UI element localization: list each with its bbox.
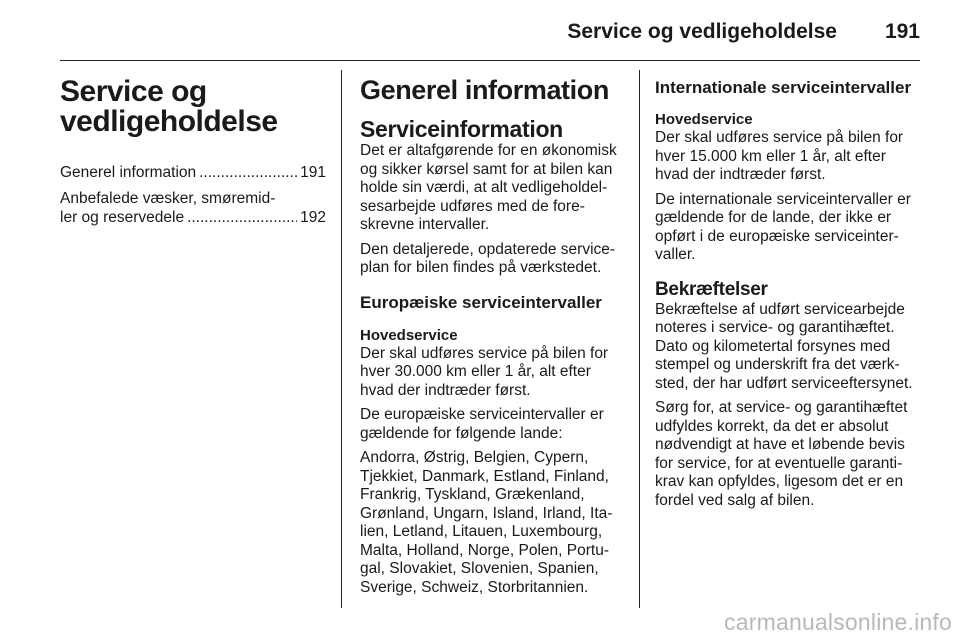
text-line: Sørg for, at service- og garantihæftet: [655, 399, 908, 416]
text-line: hvad der indtræder først.: [655, 166, 826, 183]
subheading-internationale-serviceintervaller: Internationale serviceintervaller: [655, 78, 912, 97]
paragraph: [655, 301, 925, 394]
text-line: Malta, Holland, Norge, Polen, Portu-: [360, 541, 609, 559]
label-hovedservice: Hovedservice: [360, 326, 458, 344]
text-line: De internationale serviceintervaller er: [655, 190, 911, 208]
text-line: Bekræftelse af udført servicearbejde: [655, 300, 905, 318]
running-header: [60, 14, 920, 50]
text-line: sesarbejde udføres med de fore-: [360, 197, 585, 215]
table-of-contents: [60, 163, 326, 227]
chapter-title: Service og vedligeholdelse: [60, 75, 278, 138]
text-line: opført i de europæiske serviceinter-: [655, 227, 899, 245]
text-line: gældende for de lande, der ikke er: [655, 209, 892, 226]
country-list: [360, 449, 624, 597]
paragraph: [360, 345, 624, 401]
text-line: Grønland, Ungarn, Island, Irland, Ita-: [360, 504, 613, 522]
text-line: gældende for følgende lande:: [360, 424, 563, 442]
paragraph: [360, 406, 624, 443]
text-line: udfyldes korrekt, da det er absolut: [655, 417, 889, 435]
text-line: gal, Slovakiet, Slovenien, Spanien,: [360, 560, 599, 577]
text-line: noteres i service- og garantihæftet.: [655, 319, 895, 336]
general-information-column: [360, 60, 624, 608]
text-line: Frankrig, Tyskland, Grækenland,: [360, 486, 585, 503]
text-line: fordel ved salg af bilen.: [655, 491, 815, 509]
text-line: for service, for at eventuelle garanti-: [655, 454, 903, 472]
header-title: Service og vedligeholdelse: [567, 20, 837, 43]
subsection-heading-bekraeftelser: Bekræftelser: [655, 278, 768, 300]
text-line: plan for bilen findes på værkstedet.: [360, 259, 602, 276]
text-line: Den detaljerede, opdaterede service-: [360, 240, 616, 258]
text-line: Dato og kilometertal forsynes med: [655, 337, 891, 355]
text-line: Der skal udføres service på bilen for: [655, 129, 904, 146]
text-line: valler.: [655, 246, 696, 263]
column-divider-1: [341, 70, 342, 608]
label-hovedservice: Hovedservice: [655, 111, 753, 128]
toc-page-number: 191: [300, 164, 326, 181]
text-line: lien, Letland, Litauen, Luxembourg,: [360, 523, 603, 540]
text-line: krav kan opfyldes, ligesom det er en: [655, 473, 904, 490]
paragraph: [655, 191, 925, 265]
text-line: hver 15.000 km eller 1 år, alt efter: [655, 147, 886, 165]
paragraph: [655, 399, 925, 510]
text-line: hver 30.000 km eller 1 år, alt efter: [360, 363, 591, 380]
text-line: stempel og underskrift fra det værk-: [655, 356, 900, 373]
text-line: Andorra, Østrig, Belgien, Cypern,: [360, 449, 589, 466]
column-divider-2: [639, 70, 640, 608]
section-heading-generel-information: Generel information: [360, 75, 609, 105]
text-line: holde sin værdi, at alt vedligeholdel-: [360, 179, 608, 196]
international-column: [655, 60, 925, 608]
text-line: skrevne intervaller.: [360, 216, 490, 233]
text-line: og sikker kørsel samt for at bilen kan: [360, 160, 613, 178]
page-number: 191: [884, 20, 920, 43]
toc-page-number: 192: [300, 209, 326, 226]
paragraph: [360, 241, 624, 278]
text-line: Det er altafgørende for en økonomisk: [360, 142, 617, 159]
watermark: carmanualsonline.info: [724, 609, 952, 635]
text-line: hvad der indtræder først.: [360, 381, 531, 399]
subheading-europaeiske-serviceintervaller: Europæiske serviceintervaller: [360, 292, 602, 312]
paragraph: [655, 129, 925, 185]
text-line: sted, der har udført serviceeftersynet.: [655, 374, 913, 392]
text-line: Tjekkiet, Danmark, Estland, Finland,: [360, 467, 609, 485]
paragraph: [360, 142, 624, 235]
chapter-column: [60, 60, 326, 608]
text-line: De europæiske serviceintervaller er: [360, 406, 604, 423]
text-line: nødvendigt at have et løbende bevis: [655, 436, 905, 453]
subsection-heading-serviceinformation: Serviceinformation: [360, 116, 563, 142]
text-line: Sverige, Schweiz, Storbritannien.: [360, 578, 589, 596]
toc-entry-generel-information[interactable]: Generel information ..... 191: [60, 163, 326, 182]
text-line: Der skal udføres service på bilen for: [360, 344, 609, 362]
toc-entry-anbefalede-vaesker[interactable]: Anbefalede væsker, smøremid- ler og reservedele ..... 192: [60, 189, 326, 227]
